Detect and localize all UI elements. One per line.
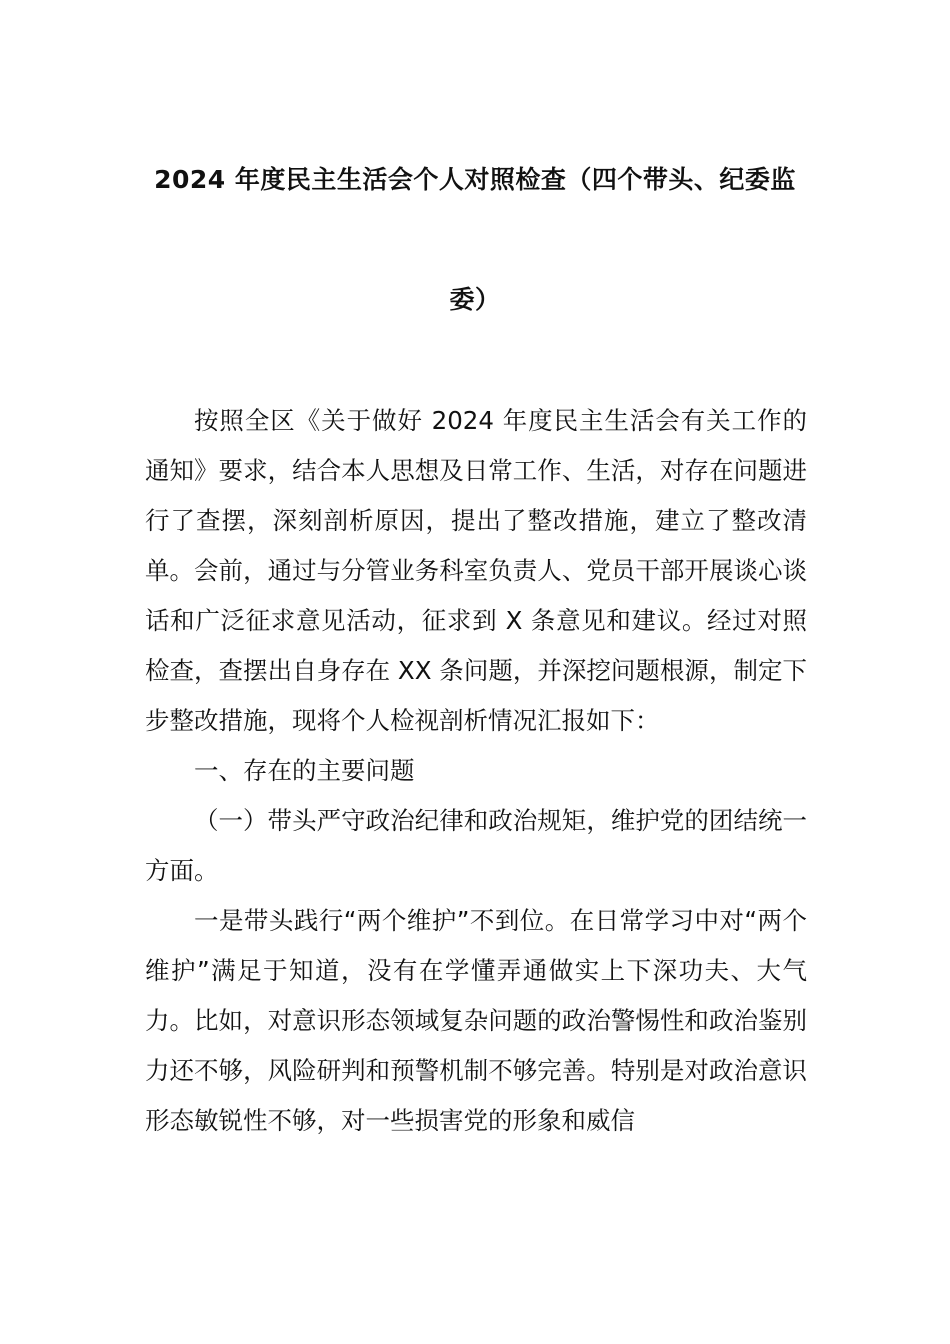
intro-paragraph: 按照全区《关于做好 2024 年度民主生活会有关工作的通知》要求，结合本人思想及日常工作、生活，对存在问题进行了查摆，深刻剖析原因，提出了整改措施，建立了整改清单。会前，通过与分管业务科室负责人、党员干部开展谈心谈话和广泛征求意见活动，征求到 X 条意见和建议。经过对照检查，查摆出自身存在 XX 条问题，并深挖问题根源，制定下步整改措施，现将个人检视剖析情况汇报如下：: [145, 406, 807, 735]
subsection-heading: （一）带头严守政治纪律和政治规矩，维护党的团结统一方面。: [145, 806, 807, 885]
section-heading: 一、存在的主要问题: [194, 756, 415, 785]
document-body: [145, 396, 807, 1146]
document-title-line-2: 委）: [449, 285, 501, 314]
document-title-line-1: 2024 年度民主生活会个人对照检查（四个带头、纪委监: [154, 165, 796, 194]
body-paragraph: 一是带头践行“两个维护”不到位。在日常学习中对“两个维护”满足于知道，没有在学懂弄通做实上下深功夫、大气力。比如，对意识形态领域复杂问题的政治警惕性和政治鉴别力还不够，风险研判和预警机制不够完善。特别是对政治意识形态敏锐性不够，对一些损害党的形象和威信: [145, 906, 807, 1135]
